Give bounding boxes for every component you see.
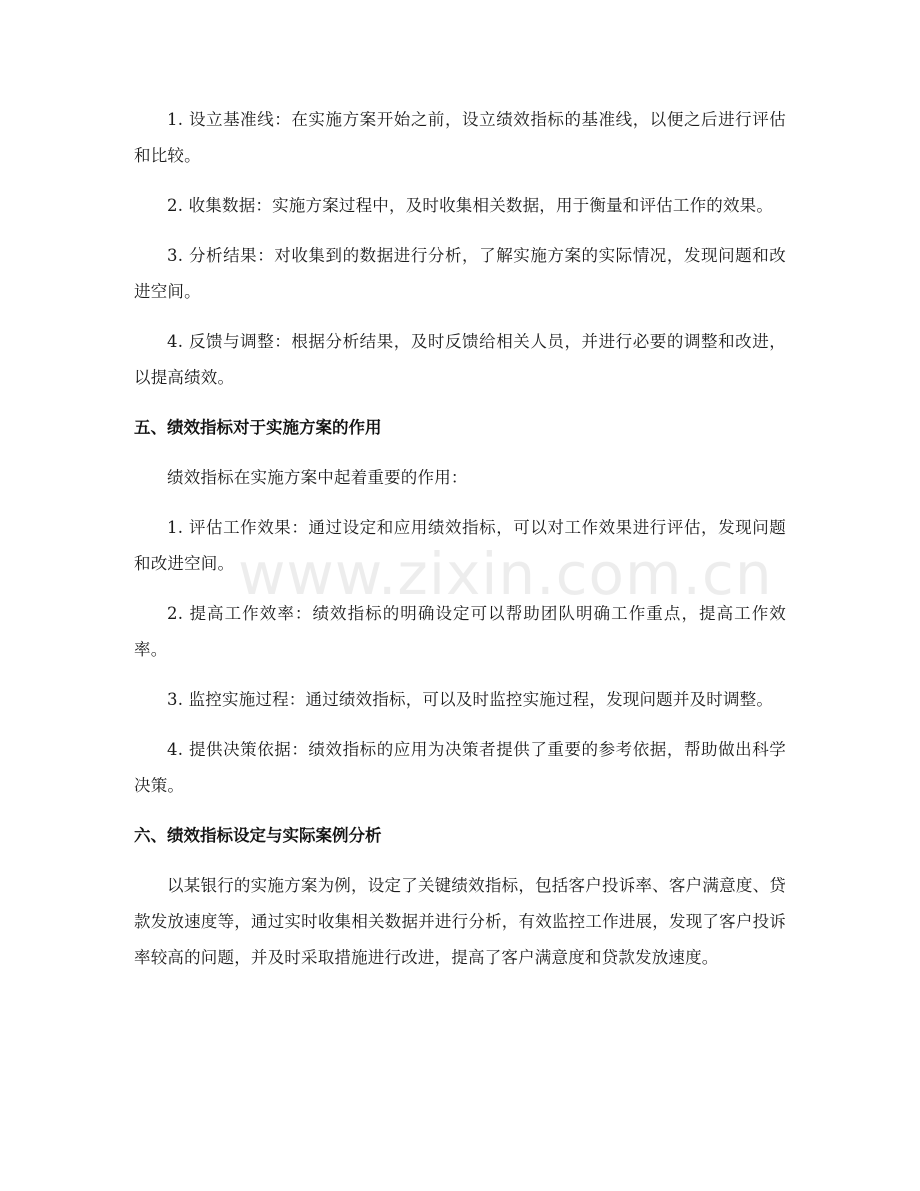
bank-case-paragraph: 以某银行的实施方案为例，设定了关键绩效指标，包括客户投诉率、客户满意度、贷款发放速度等，通过实时收集相关数据并进行分析，有效监控工作进展，发现了客户投诉率较高的问题，并及时采取措施进行改进，提高了客户满意度和贷款发放速度。 [134,876,786,967]
step-analyze-results-paragraph: 3. 分析结果：对收集到的数据进行分析，了解实施方案的实际情况，发现问题和改进空间。 [134,246,786,301]
step-collect-data-paragraph: 2. 收集数据：实施方案过程中，及时收集相关数据，用于衡量和评估工作的效果。 [167,196,774,215]
step-baseline-paragraph: 1. 设立基准线：在实施方案开始之前，设立绩效指标的基准线，以便之后进行评估和比较。 [134,110,786,165]
step-feedback-adjust-paragraph: 4. 反馈与调整：根据分析结果，及时反馈给相关人员，并进行必要的调整和改进，以提高绩效。 [134,332,786,387]
section-five-intro-paragraph: 绩效指标在实施方案中起着重要的作用： [167,468,468,487]
role-efficiency-paragraph: 2. 提高工作效率：绩效指标的明确设定可以帮助团队明确工作重点，提高工作效率。 [134,604,786,659]
role-evaluate-paragraph: 1. 评估工作效果：通过设定和应用绩效指标，可以对工作效果进行评估，发现问题和改进空间。 [134,518,786,573]
role-monitor-paragraph: 3. 监控实施过程：通过绩效指标，可以及时监控实施过程，发现问题并及时调整。 [167,690,774,709]
section-six-heading: 六、绩效指标设定与实际案例分析 [134,826,382,845]
watermark: www.zixin.com.cn [238,540,773,608]
section-five-heading: 五、绩效指标对于实施方案的作用 [134,418,382,437]
document-body [134,102,786,990]
role-decision-paragraph: 4. 提供决策依据：绩效指标的应用为决策者提供了重要的参考依据，帮助做出科学决策。 [134,740,786,795]
